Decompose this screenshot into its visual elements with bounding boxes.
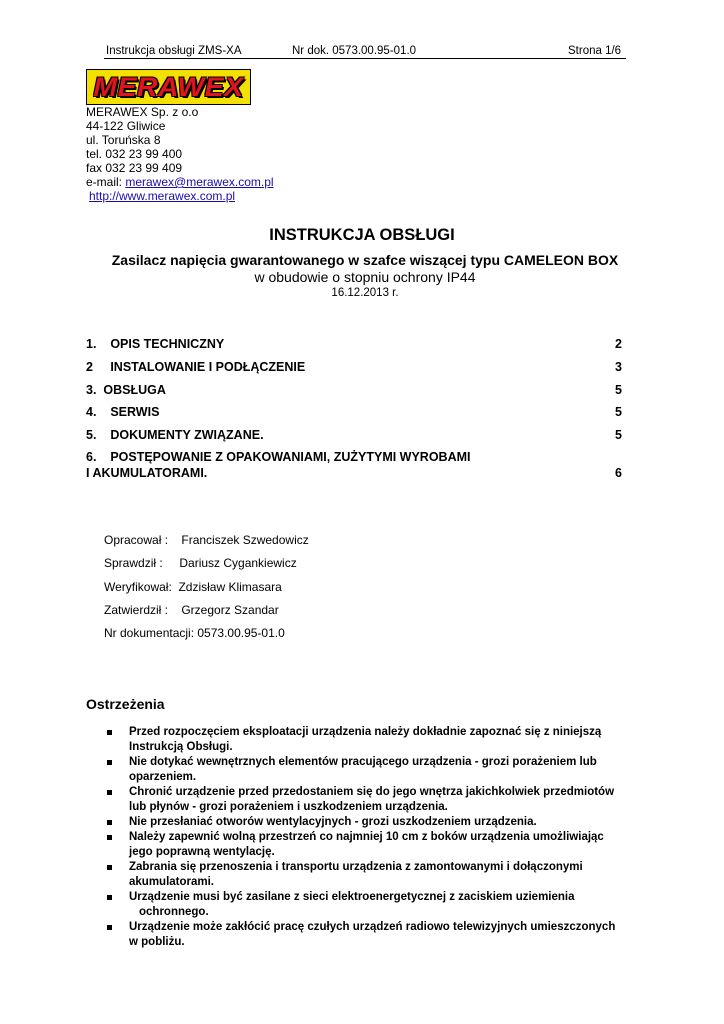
warnings-heading: Ostrzeżenia [86, 696, 165, 712]
bullet-icon [107, 730, 112, 735]
warnings-list [104, 725, 649, 950]
header-rule [104, 58, 626, 59]
documentation-number: Nr dokumentacji: 0573.00.95-01.0 [104, 626, 285, 640]
company-name: MERAWEX Sp. z o.o [86, 105, 199, 119]
bullet-icon [107, 790, 112, 795]
document-subtitle: Zasilacz napięcia gwarantowanego w szafce wiszącej typu CAMELEON BOX [111, 252, 619, 268]
email-link[interactable]: merawex@merawex.com.pl [125, 175, 274, 189]
signature-verified: Weryfikował: Zdzisław Klimasara [104, 580, 282, 594]
warning-item: Należy zapewnić wolną przestrzeń co najmniej 10 cm z boków urządzenia umożliwiając jego poprawną wentylację. [104, 830, 649, 860]
header-page-number: Strona 1/6 [568, 45, 622, 57]
website-line [89, 189, 235, 203]
website-link[interactable]: http://www.merawex.com.pl [89, 189, 236, 203]
company-tel: tel. 032 23 99 400 [86, 147, 183, 161]
toc-page-2: 3 [615, 360, 622, 374]
toc-page-6: 6 [615, 466, 622, 480]
document-title: INSTRUKCJA OBSŁUGI [269, 226, 455, 244]
bullet-icon [107, 835, 112, 840]
header-doc-name: Instrukcja obsługi ZMS-XA [106, 45, 242, 57]
toc-item-5[interactable]: 5. DOKUMENTY ZWIĄZANE. [86, 428, 264, 442]
merawex-logo [86, 69, 251, 105]
bullet-icon [107, 865, 112, 870]
toc-item-2[interactable]: 2 INSTALOWANIE I PODŁĄCZENIE [86, 360, 306, 374]
warning-item: Chronić urządzenie przed przedostaniem się do jego wnętrza jakichkolwiek przedmiotów lub płynów - grozi porażeniem i uszkodzeniem urządzenia. [104, 785, 649, 815]
document-date: 16.12.2013 r. [331, 287, 399, 299]
toc-item-6-line-2[interactable]: I AKUMULATORAMI. [86, 466, 208, 480]
signature-approved: Zatwierdził : Grzegorz Szandar [104, 603, 279, 617]
company-fax: fax 032 23 99 409 [86, 161, 183, 175]
email-label: e-mail: [86, 175, 126, 189]
toc-page-3: 5 [615, 383, 622, 397]
signature-checked: Sprawdził : Dariusz Cygankiewicz [104, 556, 297, 570]
bullet-icon [107, 925, 112, 930]
warning-item: Przed rozpoczęciem eksploatacji urządzenia należy dokładnie zapoznać się z niniejszą Instrukcją Obsługi. [104, 725, 649, 755]
warning-item: Urządzenie może zakłócić pracę czułych urządzeń radiowo telewizyjnych umieszczonych w pobliżu. [104, 920, 649, 950]
toc-item-6[interactable]: 6. POSTĘPOWANIE Z OPAKOWANIAMI, ZUŻYTYMI WYROBAMI [86, 450, 471, 464]
toc-item-1[interactable]: 1. OPIS TECHNICZNY [86, 337, 225, 351]
logo-text: MERAWEX [93, 71, 244, 102]
company-street: ul. Toruńska 8 [86, 133, 161, 147]
toc-page-4: 5 [615, 405, 622, 419]
warning-item: Urządzenie musi być zasilane z sieci elektroenergetycznej z zaciskiem uziemienia ochronnego. [104, 890, 649, 920]
company-email-line [86, 175, 274, 189]
signature-prepared: Opracował : Franciszek Szwedowicz [104, 533, 309, 547]
company-city: 44-122 Gliwice [86, 119, 166, 133]
header-doc-number: Nr dok. 0573.00.95-01.0 [292, 45, 417, 57]
toc-item-3[interactable]: 3. OBSŁUGA [86, 383, 166, 397]
toc-page-1: 2 [615, 337, 622, 351]
bullet-icon [107, 895, 112, 900]
bullet-icon [107, 760, 112, 765]
bullet-icon [107, 820, 112, 825]
warning-item: Nie przesłaniać otworów wentylacyjnych - grozi uszkodzeniem urządzenia. [104, 815, 649, 830]
document-subtitle-2: w obudowie o stopniu ochrony IP44 [254, 269, 476, 285]
toc-item-4[interactable]: 4. SERWIS [86, 405, 160, 419]
warning-item: Nie dotykać wewnętrznych elementów pracującego urządzenia - grozi porażeniem lub oparzeniem. [104, 755, 649, 785]
toc-page-5: 5 [615, 428, 622, 442]
warning-item: Zabrania się przenoszenia i transportu urządzenia z zamontowanymi i dołączonymi akumulatorami. [104, 860, 649, 890]
